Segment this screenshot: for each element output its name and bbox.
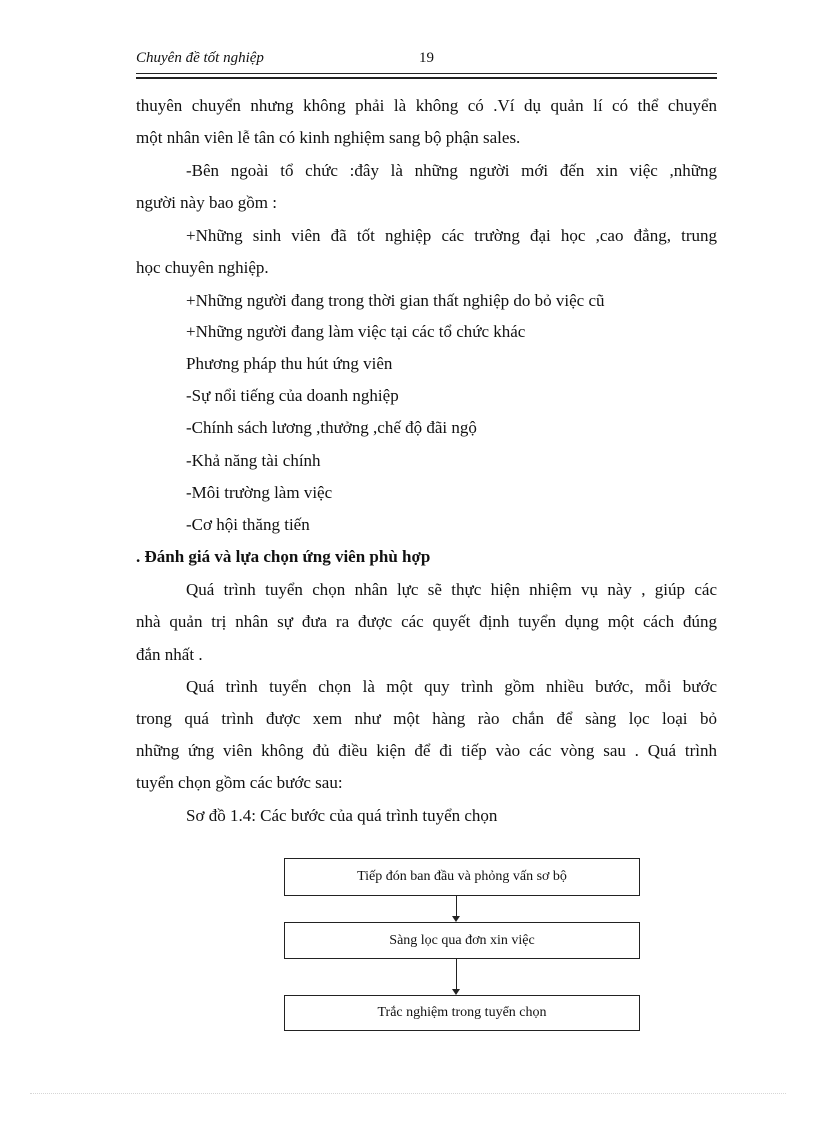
diagram-step-2: Sàng lọc qua đơn xin việc	[284, 922, 640, 959]
diagram-connector	[456, 896, 457, 916]
page-number: 19	[419, 50, 434, 66]
header-rule-thick	[136, 77, 717, 79]
text-line: -Môi trường làm việc	[186, 483, 333, 502]
text-line: người này bao gồm :	[136, 193, 277, 212]
diagram-caption: Sơ đồ 1.4: Các bước của quá trình tuyển chọn	[186, 806, 498, 825]
text-line: thuyên chuyển nhưng không phải là không có .Ví dụ quản lí có thể chuyển	[136, 96, 717, 115]
text-line: một nhân viên lễ tân có kinh nghiệm sang bộ phận sales.	[136, 128, 521, 147]
text-line: -Chính sách lương ,thưởng ,chế độ đãi ngộ	[186, 418, 477, 437]
text-line: -Bên ngoài tổ chức :đây là những người mới đến xin việc ,những	[186, 161, 717, 180]
text-line: +Những người đang trong thời gian thất nghiệp do bỏ việc cũ	[186, 291, 605, 310]
text-line: trong quá trình được xem như một hàng rào chắn để sàng lọc loại bỏ	[136, 709, 717, 728]
text-line: Phương pháp thu hút ứng viên	[186, 354, 393, 373]
text-line: Quá trình tuyển chọn nhân lực sẽ thực hiện nhiệm vụ này , giúp các	[186, 580, 717, 599]
page-bottom-border	[30, 1093, 786, 1094]
text-line: -Sự nổi tiếng của doanh nghiệp	[186, 386, 399, 405]
text-line: Quá trình tuyển chọn là một quy trình gồm nhiều bước, mỗi bước	[186, 677, 717, 696]
diagram-step-3: Trắc nghiệm trong tuyển chọn	[284, 995, 640, 1031]
page-header	[136, 50, 716, 70]
text-line: nhà quản trị nhân sự đưa ra được các quyết định tuyển dụng một cách đúng	[136, 612, 717, 631]
text-line: tuyển chọn gồm các bước sau:	[136, 773, 343, 792]
text-line: +Những sinh viên đã tốt nghiệp các trường đại học ,cao đẳng, trung	[186, 226, 717, 245]
header-rule-thin	[136, 73, 717, 74]
text-line: những ứng viên không đủ điều kiện để đi tiếp vào các vòng sau . Quá trình	[136, 741, 717, 760]
text-line: +Những người đang làm việc tại các tổ chức khác	[186, 322, 526, 341]
section-heading: . Đánh giá và lựa chọn ứng viên phù hợp	[136, 547, 431, 566]
text-line: -Khả năng tài chính	[186, 451, 321, 470]
text-line: -Cơ hội thăng tiến	[186, 515, 310, 534]
diagram-step-1: Tiếp đón ban đầu và phỏng vấn sơ bộ	[284, 858, 640, 896]
diagram-connector	[456, 959, 457, 989]
text-line: học chuyên nghiệp.	[136, 258, 269, 277]
header-title: Chuyên đề tốt nghiệp	[136, 50, 264, 66]
text-line: đắn nhất .	[136, 645, 203, 664]
